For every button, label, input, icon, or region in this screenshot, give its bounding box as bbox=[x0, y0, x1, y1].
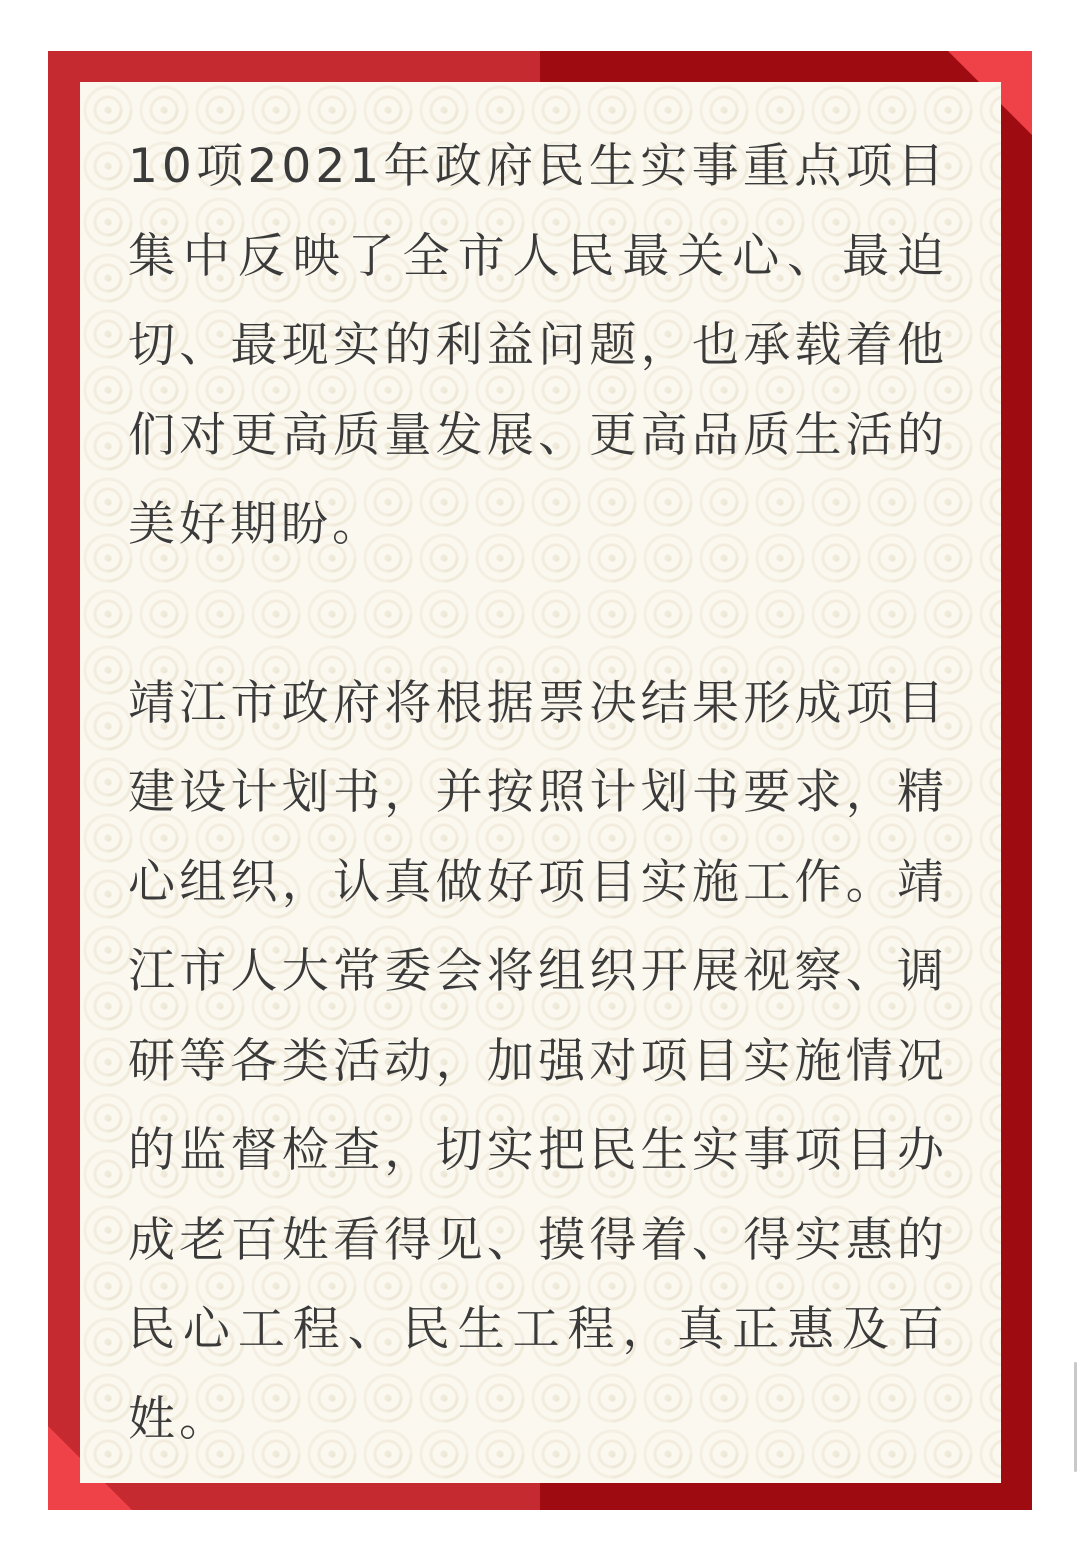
scrollbar-thumb[interactable] bbox=[1074, 1362, 1077, 1472]
paragraph-2: 靖江市政府将根据票决结果形成项目建设计划书，并按照计划书要求，精心组织，认真做好项目实施工作。靖江市人大常委会将组织开展视察、调研等各类活动，加强对项目实施情况的监督检查，切实把民生实事项目办成老百姓看得见、摸得着、得实惠的民心工程、民生工程，真正惠及百姓。 bbox=[128, 675, 948, 1447]
paragraph-1: 10项2021年政府民生实事重点项目集中反映了全市人民最关心、最迫切、最现实的利益问题，也承载着他们对更高质量发展、更高品质生活的美好期盼。 bbox=[128, 139, 948, 552]
article-body bbox=[128, 122, 948, 1464]
paragraph-gap bbox=[128, 570, 948, 659]
